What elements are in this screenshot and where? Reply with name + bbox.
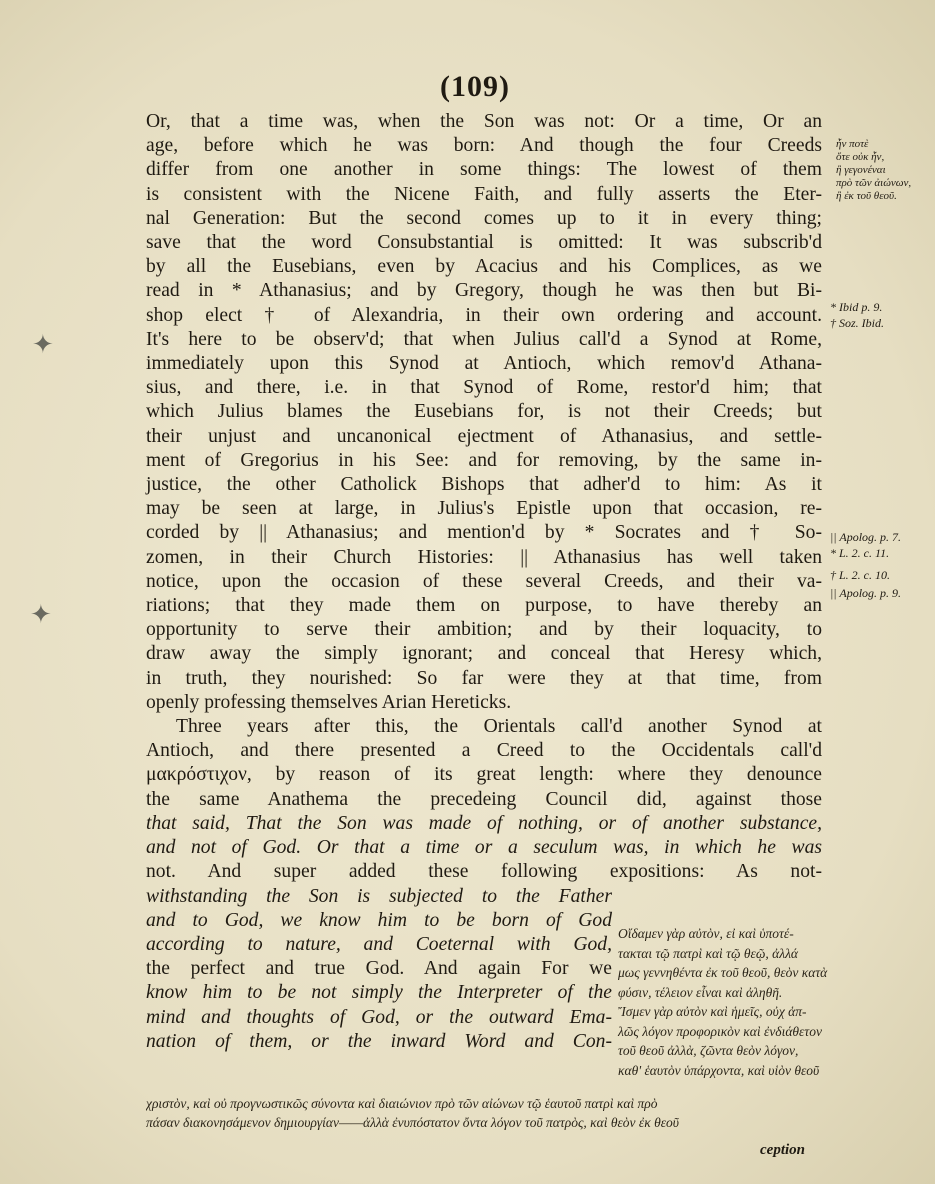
margin-greek-line: πρὸ τῶν ἀιώνων, — [836, 177, 912, 189]
margin-note-apolog: || Apolog. p. 7. — [830, 530, 902, 544]
text-line: the same Anathema the precedeing Council did, against those — [146, 788, 822, 810]
text-line: their unjust and uncanonical ejectment of Athanasius, and settle- — [146, 425, 822, 447]
text-line: immediately upon this Synod at Antioch, which remov'd Athana- — [146, 353, 822, 375]
text-line: the perfect and true God. And again For we — [146, 958, 612, 980]
greek-line: τακται τῷ πατρὶ καὶ τῷ θεῷ, ἀλλά — [618, 945, 798, 961]
greek-line: Ἴσμεν γὰρ αὐτὸν καὶ ἡμεῖς, οὐχ ἁπ- — [618, 1004, 807, 1019]
text-line: It's here to be observ'd; that when Julius call'd a Synod at Rome, — [146, 328, 822, 350]
margin-note-socrates: * L. 2. c. 11. — [830, 546, 890, 560]
text-line: riations; that they made them on purpose, to have thereby an — [146, 595, 822, 617]
margin-greek-line: ἦν ποτὲ — [836, 138, 869, 150]
text-line: corded by || Athanasius; and mention'd by * Socrates and † So- — [146, 522, 822, 544]
margin-flourish: ✦ — [30, 600, 52, 629]
greek-line: Οἴδαμεν γὰρ αὐτὸν, εἰ καὶ ὑποτέ- — [618, 926, 794, 941]
greek-quotation-continued — [146, 1094, 934, 1132]
margin-note-ibid: * Ibid p. 9. — [830, 300, 883, 314]
text-line: by all the Eusebians, even by Acacius and his Complices, as we — [146, 256, 822, 278]
text-line: nation of them, or the inward Word and Con- — [146, 1030, 612, 1052]
text-line: mind and thoughts of God, or the outward Ema- — [146, 1006, 612, 1028]
text-line: Antioch, and there presented a Creed to the Occidentals call'd — [146, 740, 822, 762]
greek-line: χριστὸν, καὶ οὐ προγνωστικῶς σύνοντα καὶ διαιώνιον πρὸ τῶν αἰώνων τῷ ἑαυτοῦ πατρὶ καὶ πρὸ — [146, 1096, 658, 1111]
text-line: age, before which he was born: And though the four Creeds — [146, 135, 822, 157]
text-line: nal Generation: But the second comes up to it in every thing; — [146, 207, 822, 229]
main-text-block — [146, 110, 822, 1054]
text-line: save that the word Consubstantial is omitted: It was subscrib'd — [146, 232, 822, 254]
page-number: (109) — [440, 70, 510, 103]
text-line: opportunity to serve their ambition; and by their loquacity, to — [146, 619, 822, 641]
text-line: Three years after this, the Orientals call'd another Synod at — [176, 716, 822, 738]
paragraph-1 — [146, 110, 822, 715]
text-line: draw away the simply ignorant; and conceal that Heresy which, — [146, 643, 822, 665]
text-line: may be seen at large, in Julius's Epistle upon that occasion, re- — [146, 498, 822, 520]
text-line: notice, upon the occasion of these several Creeds, and their va- — [146, 570, 822, 592]
margin-note-apolog: || Apolog. p. 9. — [830, 586, 902, 600]
text-line: know him to be not simply the Interpreter of the — [146, 982, 612, 1004]
greek-line: φύσιν, τέλειον εἶναι καὶ ἀληθῆ. — [618, 984, 783, 1000]
greek-line: τοῦ θεοῦ ἀλλὰ, ζῶντα θεὸν λόγον, — [618, 1043, 799, 1058]
greek-line: λῶς λόγον προφορικὸν καὶ ἐνδιάθετον — [618, 1023, 822, 1039]
text-line: differ from one another in some things: The lowest of them — [146, 159, 822, 181]
greek-line: μως γεννηθέντα ἐκ τοῦ θεοῦ, θεὸν κατὰ — [618, 965, 828, 980]
greek-line: καθ' ἑαυτὸν ὑπάρχοντα, καὶ υἱὸν θεοῦ — [618, 1062, 820, 1078]
text-line: according to nature, and Coeternal with God, — [146, 933, 612, 955]
margin-greek-line: ὅτε οὐκ ἦν, — [836, 151, 885, 163]
margin-greek-line: ἢ ἐκ τοῦ θεοῦ. — [836, 190, 897, 202]
margin-note-soz: † Soz. Ibid. — [830, 316, 884, 330]
text-line: ment of Gregorius in his See: and for removing, by the same in- — [146, 449, 822, 471]
text-line: and not of God. Or that a time or a seculum was, in which he was — [146, 837, 822, 859]
text-line: shop elect † of Alexandria, in their own ordering and account. — [146, 304, 822, 326]
text-line: withstanding the Son is subjected to the Father — [146, 885, 612, 907]
text-line: μακρόστιχον, by reason of its great length: where they denounce — [146, 764, 822, 786]
text-line: Or, that a time was, when the Son was not: Or a time, Or an — [146, 111, 822, 132]
text-line: is consistent with the Nicene Faith, and fully asserts the Eter- — [146, 183, 822, 205]
text-line: that said, That the Son was made of nothing, or of another substance, — [146, 812, 822, 834]
text-line: which Julius blames the Eusebians for, is not their Creeds; but — [146, 401, 822, 423]
catchword: ception — [760, 1142, 805, 1158]
text-line: in truth, they nourished: So far were they at that time, from — [146, 667, 822, 689]
text-line: openly professing themselves Arian Hereticks. — [146, 691, 512, 713]
margin-note-sozomen: † L. 2. c. 10. — [830, 568, 890, 582]
greek-quotation-column — [618, 924, 934, 1080]
greek-line: πάσαν διακονησάμενον δημιουργίαν——ἀλλὰ ἐνυπόστατον ὄντα λόγον τοῦ πατρὸς, καὶ θεὸν ἐκ θεοῦ — [146, 1115, 679, 1130]
text-line: zomen, in their Church Histories: || Athanasius has well taken — [146, 546, 822, 568]
text-line: and to God, we know him to be born of God — [146, 909, 612, 931]
margin-greek-line: ἢ γεγονέναι — [836, 164, 886, 176]
text-line: justice, the other Catholick Bishops that adher'd to him: As it — [146, 474, 822, 496]
margin-greek-note — [836, 138, 911, 203]
margin-flourish: ✦ — [32, 330, 54, 359]
text-line: not. And super added these following expositions: As not- — [146, 861, 822, 883]
text-line: read in * Athanasius; and by Gregory, though he was then but Bi- — [146, 280, 822, 302]
text-line: sius, and there, i.e. in that Synod of Rome, restor'd him; that — [146, 377, 822, 399]
